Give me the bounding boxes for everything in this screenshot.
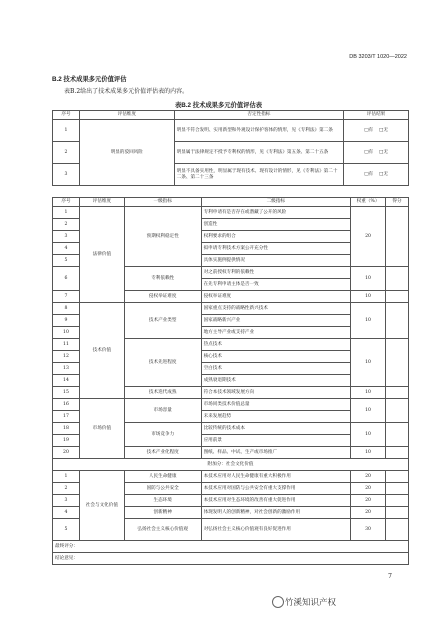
level2-cell: 热点技术	[201, 339, 351, 351]
section-title: B.2 技术成果多元价值评估	[52, 76, 127, 83]
row-number: 5	[53, 255, 80, 267]
dimension-cell: 社会与文化价值	[79, 471, 124, 541]
negative-indicator-table	[52, 110, 409, 186]
weight-cell: 20	[351, 507, 386, 519]
score-cell[interactable]	[386, 519, 409, 541]
score-cell[interactable]	[386, 495, 409, 507]
level2-cell: 体现发明人的创新精神，对社会创新的激励作用	[201, 507, 351, 519]
level1-cell: 市场竞争力	[124, 423, 201, 447]
level1-cell: 人民生命健康	[124, 471, 201, 483]
header-cell: 序号	[53, 198, 80, 207]
row-number: 9	[53, 315, 80, 327]
level1-cell: 市场容量	[124, 399, 201, 423]
row-number: 19	[53, 435, 80, 447]
indicator-text: 明显不具备实用性，明显属于现有技术、现有设计的情形，见《专利法》第二十二条、第二十三条	[174, 164, 343, 186]
row-number: 18	[53, 423, 80, 435]
weight-cell: 10	[351, 447, 386, 459]
score-cell[interactable]	[386, 399, 409, 423]
header-cell: 否定性指标	[174, 111, 343, 120]
level2-cell: 在先专利申请主体是否一致	[201, 279, 351, 291]
bonus-section-header: 附加分：社会文化价值	[53, 459, 409, 471]
score-cell[interactable]	[386, 339, 409, 387]
row-number: 7	[53, 291, 80, 303]
level1-cell: 预期权利稳定性	[124, 207, 201, 267]
level2-cell: 符合本技术领域发展方向	[201, 387, 351, 399]
row-number: 1	[53, 471, 80, 483]
level2-cell: 对之前授权专利的依赖性	[201, 267, 351, 279]
level2-cell: 核心技术	[201, 351, 351, 363]
watermark-text: 竹溪知识产权	[285, 598, 337, 608]
level2-cell: 地方主导产业或支持产业	[201, 327, 351, 339]
weight-cell: 20	[351, 471, 386, 483]
weight-cell: 10	[351, 423, 386, 447]
row-number: 3	[53, 231, 80, 243]
level1-cell: 弘扬社会主义核心价值观	[124, 519, 201, 541]
yes-checkbox[interactable]: □有	[364, 149, 374, 155]
weight-cell: 10	[351, 267, 386, 291]
no-checkbox[interactable]: □无	[378, 149, 388, 155]
row-number: 10	[53, 327, 80, 339]
weight-cell: 20	[351, 207, 386, 267]
level1-cell: 技术产业化程度	[124, 447, 201, 459]
header-cell: 评估维度	[79, 198, 124, 207]
weight-cell: 30	[351, 519, 386, 541]
level2-cell: 创造性	[201, 219, 351, 231]
level2-cell: 具体实施例提供情况	[201, 255, 351, 267]
intro-text: 表B.2给出了技术成果多元价值评估表的内容。	[64, 88, 189, 95]
level2-cell: 权利要求的组合	[201, 231, 351, 243]
wechat-icon	[272, 596, 284, 608]
header-cell: 评估维度	[79, 111, 174, 120]
level2-cell: 应用前景	[201, 435, 351, 447]
level1-cell: 技术产业类型	[124, 303, 201, 339]
no-checkbox[interactable]: □无	[378, 127, 388, 133]
score-cell[interactable]	[386, 303, 409, 339]
score-cell[interactable]	[386, 267, 409, 291]
header-cell: 权重（%）	[351, 198, 386, 207]
dimension-cell: 市场价值	[79, 399, 124, 459]
level2-cell: 侵权举证难度	[201, 291, 351, 303]
score-cell[interactable]	[386, 423, 409, 447]
score-cell[interactable]	[386, 483, 409, 495]
score-cell[interactable]	[386, 471, 409, 483]
row-number: 13	[53, 363, 80, 375]
indicator-text: 明显属于法律规定不授予专利权的情形，见《专利法》第五条、第二十五条	[174, 142, 343, 164]
level1-cell: 侵权举证难度	[124, 291, 201, 303]
score-cell[interactable]	[386, 447, 409, 459]
level1-cell: 技术迭代成熟	[124, 387, 201, 399]
row-number: 14	[53, 375, 80, 387]
level1-cell: 国防与公共安全	[124, 483, 201, 495]
dimension-cell: 技术价值	[79, 303, 124, 399]
weight-cell: 10	[351, 303, 386, 339]
level2-cell: 图纸、样品、中试、生产或市场推广	[201, 447, 351, 459]
header-cell: 得分	[386, 198, 409, 207]
score-cell[interactable]	[386, 291, 409, 303]
row-number: 2	[53, 219, 80, 231]
level2-cell: 国家重点支持的战略性新兴技术	[201, 303, 351, 315]
row-number: 1	[53, 120, 80, 142]
row-number: 15	[53, 387, 80, 399]
row-number: 6	[53, 267, 80, 291]
indicator-text: 明显不符合发明、实用新型和外观设计保护客体的情形，见《专利法》第二条	[174, 120, 343, 142]
level2-cell: 成熟衰退期技术	[201, 375, 351, 387]
document-code: DB 3203/T 1020—2022	[349, 54, 407, 60]
weight-cell: 10	[351, 399, 386, 423]
dimension-cell: 法律价值	[79, 207, 124, 303]
header-cell: 二级指标	[201, 198, 351, 207]
level2-cell: 市场同类技术价值总量	[201, 399, 351, 411]
row-number: 17	[53, 411, 80, 423]
level2-cell: 国家战略新兴产业	[201, 315, 351, 327]
dimension-cell: 明显的驳回风险	[79, 120, 174, 186]
row-number: 4	[53, 243, 80, 255]
header-cell: 序号	[53, 111, 80, 120]
score-cell[interactable]	[386, 507, 409, 519]
row-number: 11	[53, 339, 80, 351]
table-caption: 表B.2 技术成果多元价值评估表	[174, 102, 263, 109]
level2-cell: 拟申请专利技术方案公开充分性	[201, 243, 351, 255]
score-cell[interactable]	[386, 387, 409, 399]
weight-cell: 20	[351, 495, 386, 507]
row-number: 4	[53, 507, 80, 519]
weight-cell: 10	[351, 291, 386, 303]
level1-cell: 技术先进程度	[124, 339, 201, 387]
level2-cell: 空白技术	[201, 363, 351, 375]
score-cell[interactable]	[386, 207, 409, 267]
row-number: 2	[53, 483, 80, 495]
page-number: 7	[388, 573, 392, 580]
level2-cell: 专利申请有是否存在或潜藏了公开的风险	[201, 207, 351, 219]
header-cell: 评估结果	[344, 111, 409, 120]
level2-cell: 对弘扬社会主义核心价值观有良好促进作用	[201, 519, 351, 541]
row-number: 1	[53, 207, 80, 219]
level1-cell: 创新精神	[124, 507, 201, 519]
yes-checkbox[interactable]: □有	[364, 127, 374, 133]
level2-cell: 本技术应用对人民生命健康有重大积极作用	[201, 471, 351, 483]
row-number: 16	[53, 399, 80, 411]
row-number: 3	[53, 164, 80, 186]
row-number: 3	[53, 495, 80, 507]
yes-checkbox[interactable]: □有	[364, 171, 374, 177]
conclusion-field[interactable]: 结论意见：	[53, 553, 409, 565]
level2-cell: 比较传统的技术成本	[201, 423, 351, 435]
row-number: 8	[53, 303, 80, 315]
row-number: 20	[53, 447, 80, 459]
row-number: 12	[53, 351, 80, 363]
level1-cell: 生态环境	[124, 495, 201, 507]
level1-cell: 专利依赖性	[124, 267, 201, 291]
row-number: 5	[53, 519, 80, 541]
weight-cell: 10	[351, 339, 386, 387]
multi-value-table	[52, 197, 409, 565]
header-cell: 一级指标	[124, 198, 201, 207]
level2-cell: 本技术应用对国防与公共安全有重大支撑作用	[201, 483, 351, 495]
level2-cell: 未来发展趋势	[201, 411, 351, 423]
weight-cell: 10	[351, 387, 386, 399]
row-number: 2	[53, 142, 80, 164]
weight-cell: 20	[351, 483, 386, 495]
no-checkbox[interactable]: □无	[378, 171, 388, 177]
final-score-field[interactable]: 最终评分：	[53, 541, 409, 553]
level2-cell: 本技术应用对生态环境的改善有重大促进作用	[201, 495, 351, 507]
